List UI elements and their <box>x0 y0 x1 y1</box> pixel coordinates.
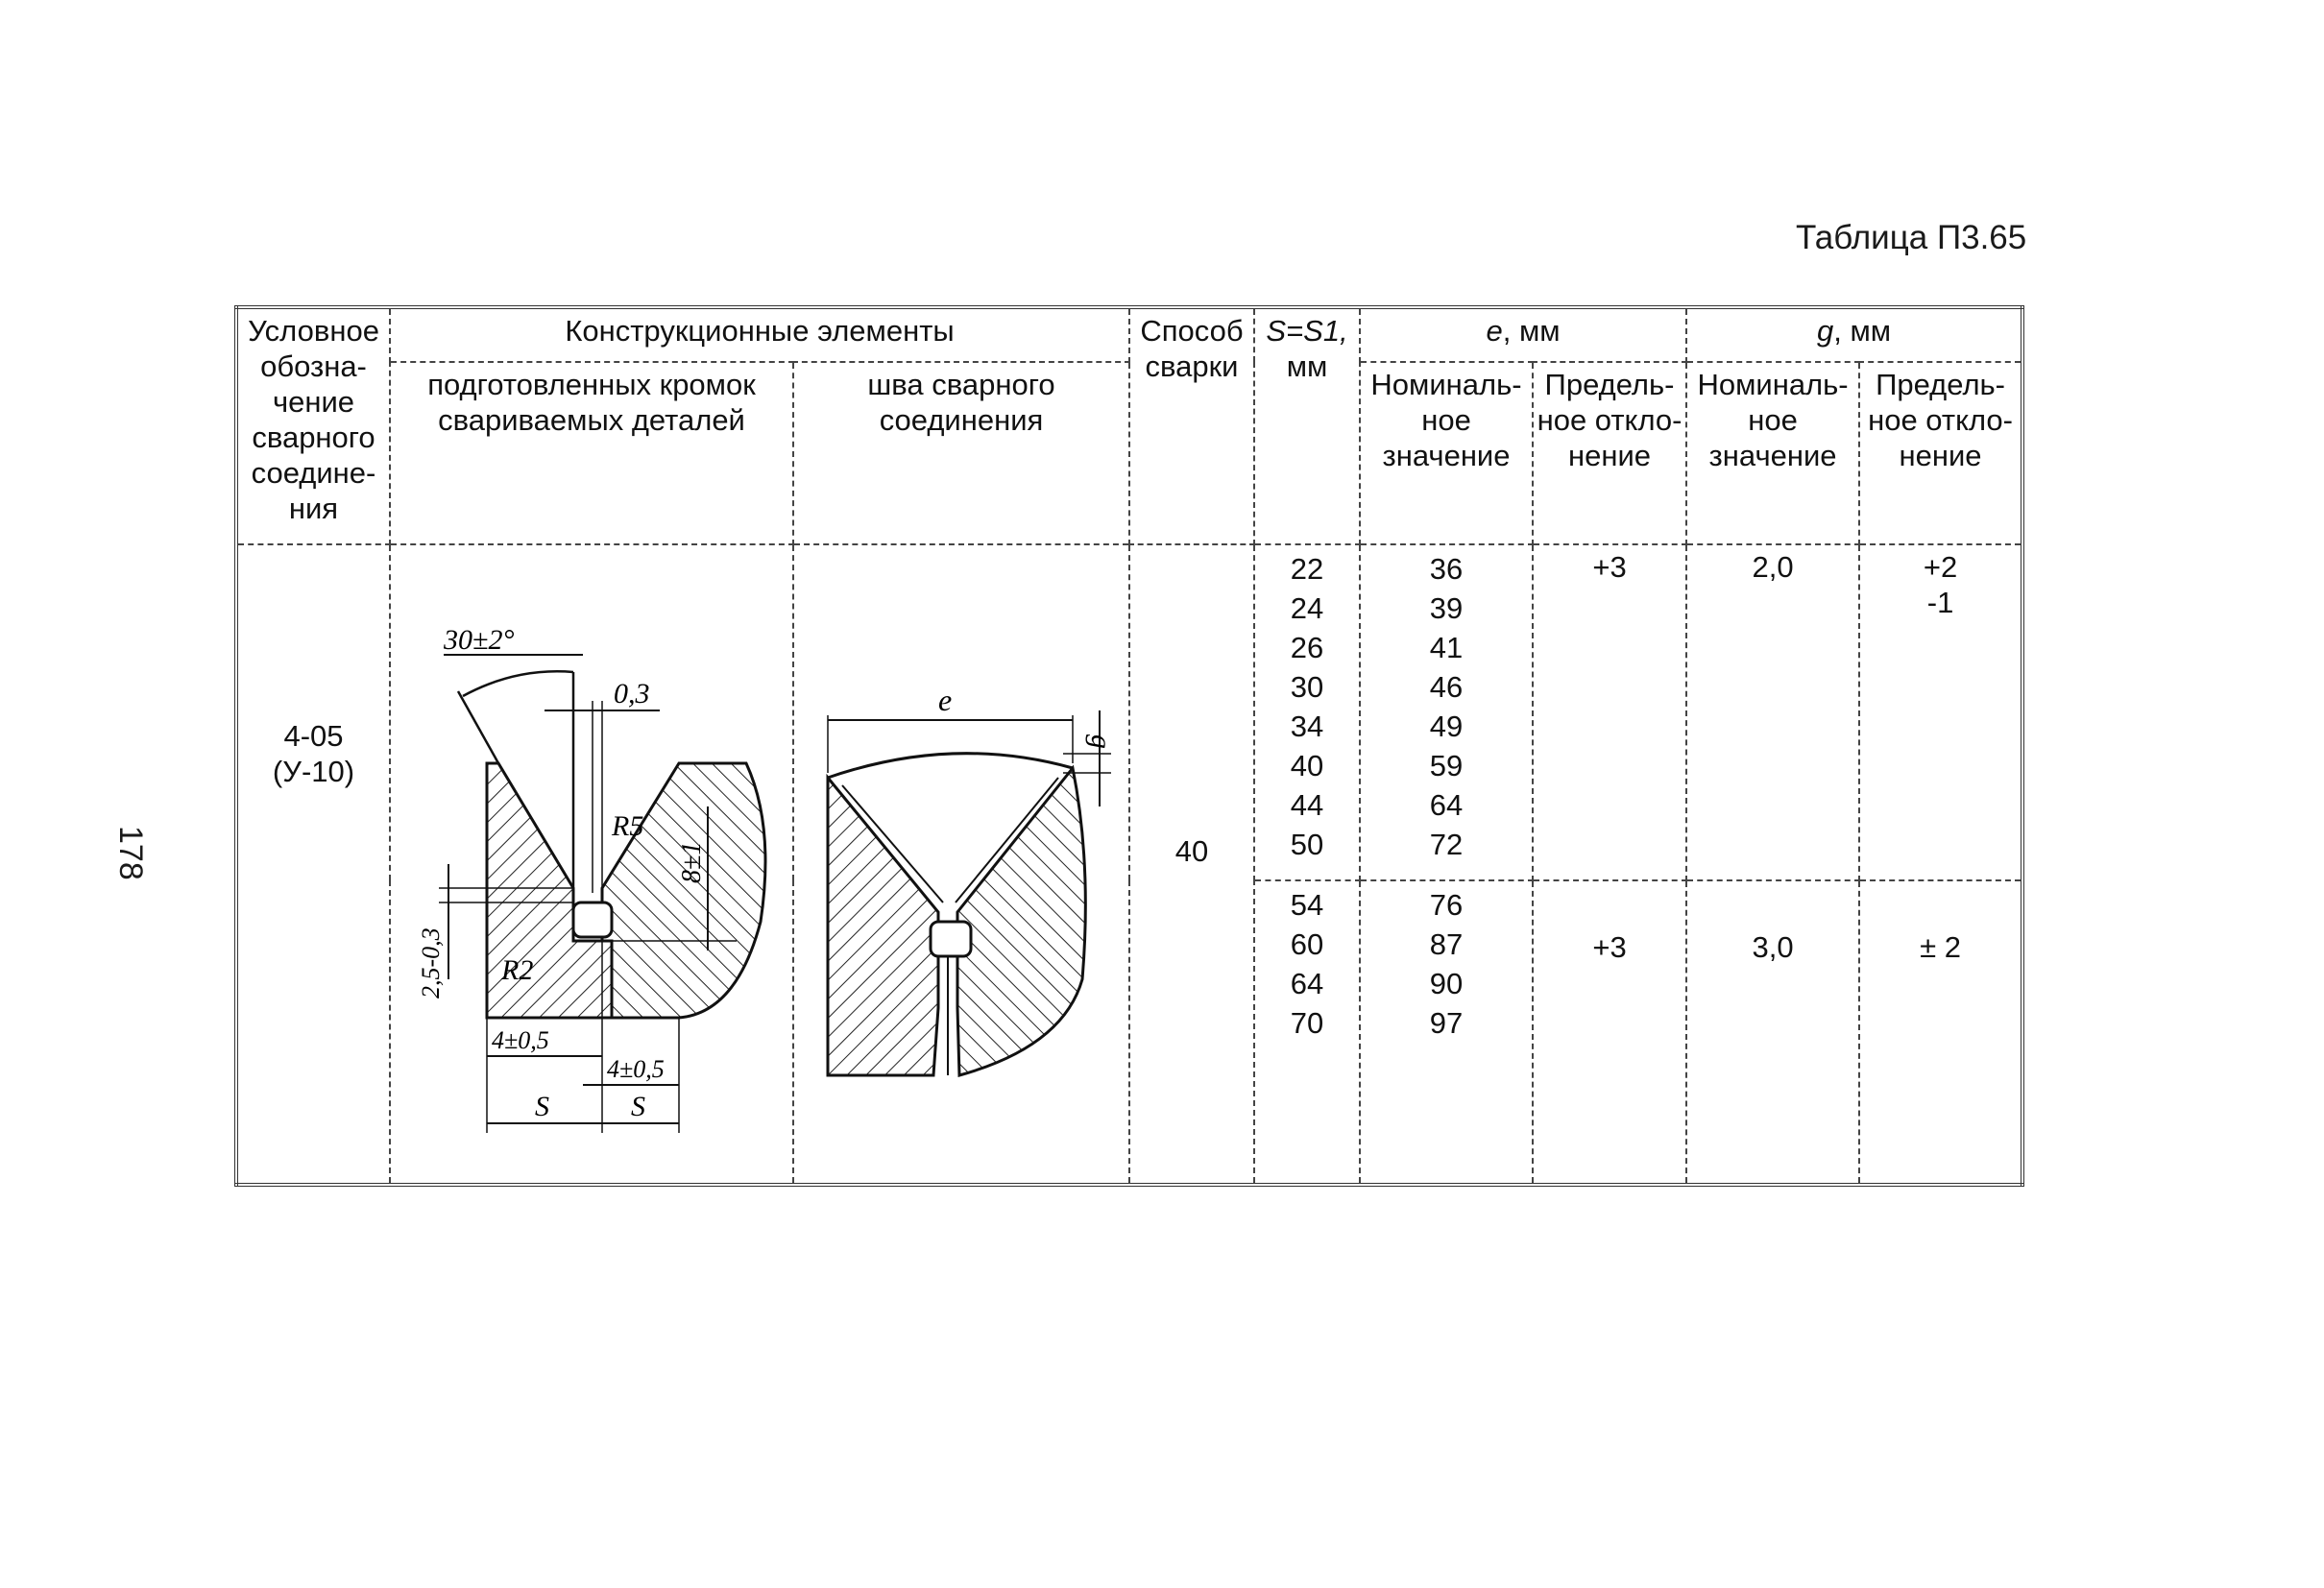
list-item: 97 <box>1429 1006 1464 1040</box>
list-item: 60 <box>1290 927 1324 961</box>
s-values-group-2 <box>1254 880 1360 1185</box>
label-gap: 0,3 <box>614 678 650 710</box>
header-e-nominal: Номиналь-ное значение <box>1360 362 1533 544</box>
list-item: 24 <box>1290 591 1324 625</box>
table-row <box>236 544 2022 880</box>
list-item: 46 <box>1429 670 1464 704</box>
list-item: 44 <box>1290 788 1324 822</box>
label-g-dim: g <box>1085 734 1117 749</box>
edge-prep-drawing <box>391 576 792 1152</box>
header-prepared-edges: подготовленных кромок свариваемых деталей <box>390 362 793 544</box>
g-unit: , мм <box>1833 314 1892 348</box>
list-item: 50 <box>1290 828 1324 861</box>
root-cavity <box>573 902 612 937</box>
g-deviation-group-2: ± 2 <box>1859 880 2022 1185</box>
e-deviation-group-1: +3 <box>1533 544 1686 880</box>
list-item: 64 <box>1290 967 1324 1000</box>
header-row-top <box>236 307 2022 362</box>
designation-cell <box>236 544 390 1185</box>
list-item: 49 <box>1429 710 1464 743</box>
list-item: 54 <box>1290 888 1324 922</box>
label-s-left: S <box>535 1091 549 1122</box>
e-values-group-2 <box>1360 880 1533 1185</box>
list-item: 22 <box>1290 552 1324 586</box>
label-radius-bottom: R2 <box>501 954 534 986</box>
list-item: 34 <box>1290 710 1324 743</box>
seam-left-plate <box>828 778 938 1075</box>
header-g <box>1686 307 2022 362</box>
thickness-label: S=S1, <box>1266 314 1348 348</box>
s-values-group-1 <box>1254 544 1360 880</box>
e-deviation-group-2: +3 <box>1533 880 1686 1185</box>
edge-prep-drawing-cell <box>390 544 793 1185</box>
list-item: 39 <box>1429 591 1464 625</box>
g-deviation-group-1 <box>1859 544 2022 880</box>
weld-spec-table <box>234 305 2024 1187</box>
list-item: 76 <box>1429 888 1464 922</box>
header-weld-seam: шва сварного соединения <box>793 362 1129 544</box>
list-item: 87 <box>1429 927 1464 961</box>
g-nominal-group-1: 2,0 <box>1686 544 1859 880</box>
header-e <box>1360 307 1686 362</box>
g-nominal-group-2: 3,0 <box>1686 880 1859 1185</box>
list-item: 40 <box>1290 749 1324 782</box>
list-item: 30 <box>1290 670 1324 704</box>
label-radius-top: R5 <box>612 810 644 842</box>
right-plate-shape <box>602 763 765 1018</box>
list-item: 41 <box>1429 631 1464 664</box>
label-root: 2,5-0,3 <box>417 927 445 999</box>
weld-seam-drawing <box>794 576 1128 1152</box>
header-g-deviation: Предель-ное откло-нение <box>1859 362 2022 544</box>
designation-value: 4-05 <box>283 719 344 753</box>
method-cell: 40 <box>1129 544 1254 1185</box>
label-s-right: S <box>631 1091 645 1122</box>
page-number: 178 <box>112 826 149 880</box>
list-item: 72 <box>1429 828 1464 861</box>
header-g-nominal: Номиналь-ное значение <box>1686 362 1859 544</box>
header-method: Способ сварки <box>1129 307 1254 544</box>
g-deviation-lower: -1 <box>1926 586 1954 619</box>
label-backing-left: 4±0,5 <box>492 1026 549 1054</box>
g-deviation-upper: +2 <box>1923 550 1958 584</box>
e-label: e <box>1486 314 1503 348</box>
list-item: 36 <box>1429 552 1464 586</box>
g-label: g <box>1816 314 1834 348</box>
label-angle: 30±2° <box>444 624 515 656</box>
e-values-group-1 <box>1360 544 1533 880</box>
list-item: 64 <box>1429 788 1464 822</box>
header-designation: Условное обозна-чение сварного соедине-ния <box>236 307 390 544</box>
weld-cap <box>828 754 1073 778</box>
table-title: Таблица П3.65 <box>1796 219 2027 256</box>
e-unit: , мм <box>1502 314 1561 348</box>
label-depth: 8±1 <box>677 841 707 883</box>
label-e-dim: e <box>938 683 953 717</box>
list-item: 26 <box>1290 631 1324 664</box>
seam-right-plate <box>957 768 1085 1075</box>
list-item: 59 <box>1429 749 1464 782</box>
thickness-unit: мм <box>1286 349 1328 383</box>
list-item: 90 <box>1429 967 1464 1000</box>
seam-root <box>931 922 971 956</box>
header-e-deviation: Предель-ное откло-нение <box>1533 362 1686 544</box>
header-construction: Конструкционные элементы <box>390 307 1129 362</box>
designation-alt: (У-10) <box>272 755 355 788</box>
list-item: 70 <box>1290 1006 1324 1040</box>
weld-seam-drawing-cell <box>793 544 1129 1185</box>
header-thickness <box>1254 307 1360 544</box>
label-backing-right: 4±0,5 <box>607 1055 665 1083</box>
